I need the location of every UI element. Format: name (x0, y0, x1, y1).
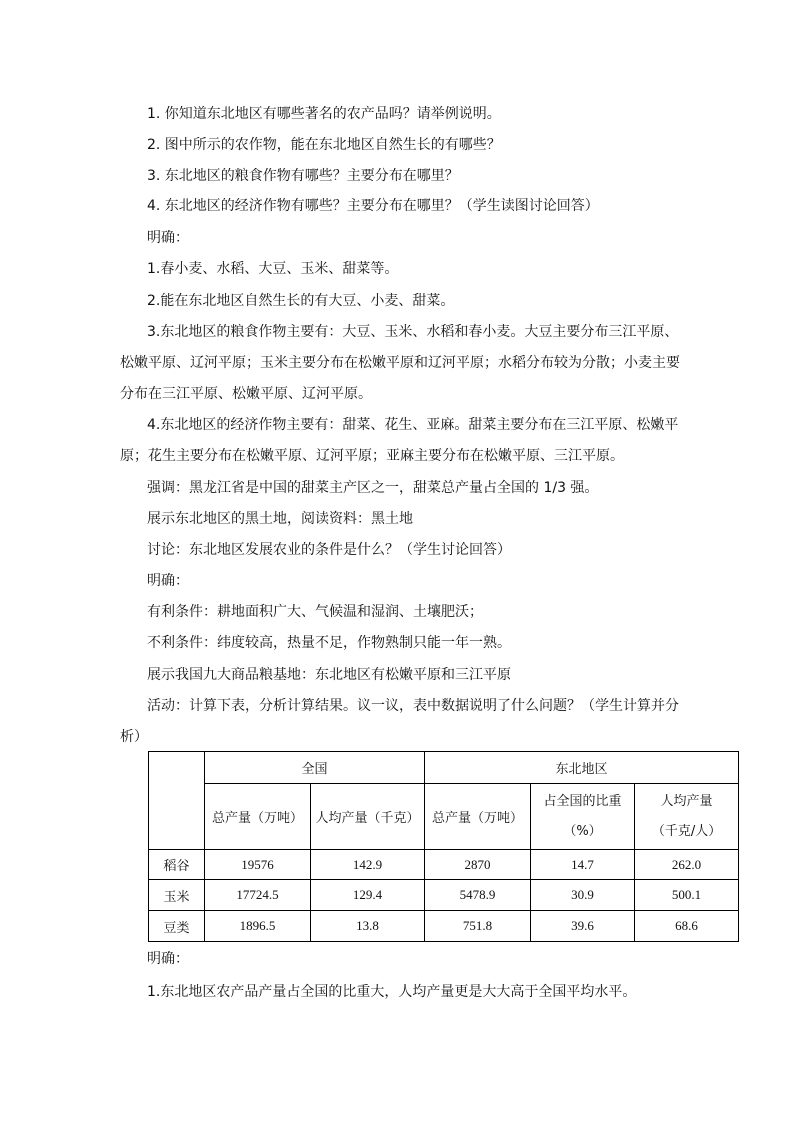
col-header-total-northeast: 总产量（万吨） (425, 784, 531, 850)
table-column-header-row (149, 784, 739, 850)
cell-percap-national: 13.8 (311, 911, 425, 942)
cell-percap-northeast: 262.0 (635, 850, 739, 880)
row-crop-label: 豆类 (149, 911, 205, 942)
unfavorable-conditions: 不利条件：纬度较高，热量不足，作物熟制只能一年一熟。 (147, 635, 511, 651)
col-header-share-line-1: 占全国的比重 (543, 793, 622, 809)
answer-1: 1.春小麦、水稻、大豆、玉米、甜菜等。 (147, 261, 399, 277)
col-header-percap-northeast (635, 784, 739, 850)
cell-total-national: 19576 (205, 850, 311, 880)
answer-4-line-1: 4.东北地区的经济作物主要有：甜菜、花生、亚麻。甜菜主要分布在三江平原、松嫩平 (147, 417, 679, 433)
cell-total-northeast: 751.8 (425, 911, 531, 942)
question-1: 1. 你知道东北地区有哪些著名的农产品吗？请举例说明。 (147, 106, 501, 122)
show-black-soil: 展示东北地区的黑土地，阅读资料：黑土地 (147, 511, 413, 527)
cell-total-northeast: 5478.9 (425, 880, 531, 911)
emphasis-text: 强调：黑龙江省是中国的甜菜主产区之一，甜菜总产量占全国的 1/3 强。 (147, 480, 599, 496)
mingque-label: 明确： (147, 951, 189, 967)
cell-share: 14.7 (531, 850, 635, 880)
mingque-label: 明确： (147, 573, 189, 589)
cell-percap-national: 129.4 (311, 880, 425, 911)
conclusion-1: 1.东北地区农产品产量占全国的比重大，人均产量更是大大高于全国平均水平。 (147, 984, 637, 1000)
cell-total-national: 1896.5 (205, 911, 311, 942)
group-header-national: 全国 (205, 752, 425, 784)
table-row (149, 880, 739, 911)
col-header-percap-ne-line-1: 人均产量 (660, 793, 713, 809)
cell-total-national: 17724.5 (205, 880, 311, 911)
activity-line-1: 活动：计算下表，分析计算结果。议一议，表中数据说明了什么问题？（学生计算并分 (147, 698, 679, 714)
question-3: 3. 东北地区的粮食作物有哪些？主要分布在哪里？ (147, 168, 459, 184)
group-header-northeast: 东北地区 (425, 752, 739, 784)
show-grain-bases: 展示我国九大商品粮基地：东北地区有松嫩平原和三江平原 (147, 667, 511, 683)
answer-2: 2.能在东北地区自然生长的有大豆、小麦、甜菜。 (147, 293, 455, 309)
cell-share: 30.9 (531, 880, 635, 911)
table-row (149, 911, 739, 942)
col-header-share (531, 784, 635, 850)
cell-percap-northeast: 500.1 (635, 880, 739, 911)
col-header-share-line-2: （%） (563, 823, 602, 839)
question-4: 4. 东北地区的经济作物有哪些？主要分布在哪里？（学生读图讨论回答） (147, 198, 599, 214)
col-header-percap-ne-line-2: （千克/人） (651, 823, 722, 839)
row-crop-label: 稻谷 (149, 850, 205, 880)
table-group-header-row (149, 752, 739, 784)
table-row (149, 850, 739, 880)
col-header-percap-national: 人均产量（千克） (311, 784, 425, 850)
favorable-conditions: 有利条件：耕地面积广大、气候温和湿润、土壤肥沃； (147, 604, 483, 620)
col-header-total-national: 总产量（万吨） (205, 784, 311, 850)
answer-3-line-2: 松嫩平原、辽河平原；玉米主要分布在松嫩平原和辽河平原；水稻分布较为分散；小麦主要 (120, 355, 680, 371)
table-corner-cell (149, 752, 205, 850)
cell-share: 39.6 (531, 911, 635, 942)
question-2: 2. 图中所示的农作物，能在东北地区自然生长的有哪些？ (147, 137, 501, 153)
cell-percap-national: 142.9 (311, 850, 425, 880)
cell-percap-northeast: 68.6 (635, 911, 739, 942)
discussion-question: 讨论：东北地区发展农业的条件是什么？（学生讨论回答） (147, 542, 511, 558)
row-crop-label: 玉米 (149, 880, 205, 911)
answer-3-line-3: 分布在三江平原、松嫩平原、辽河平原。 (120, 386, 372, 402)
mingque-label: 明确： (147, 230, 189, 246)
answer-3-line-1: 3.东北地区的粮食作物主要有：大豆、玉米、水稻和春小麦。大豆主要分布三江平原、 (147, 324, 679, 340)
cell-total-northeast: 2870 (425, 850, 531, 880)
grain-production-table (148, 751, 739, 942)
activity-line-2: 析） (120, 729, 148, 745)
answer-4-line-2: 原；花生主要分布在松嫩平原、辽河平原；亚麻主要分布在松嫩平原、三江平原。 (120, 448, 624, 464)
